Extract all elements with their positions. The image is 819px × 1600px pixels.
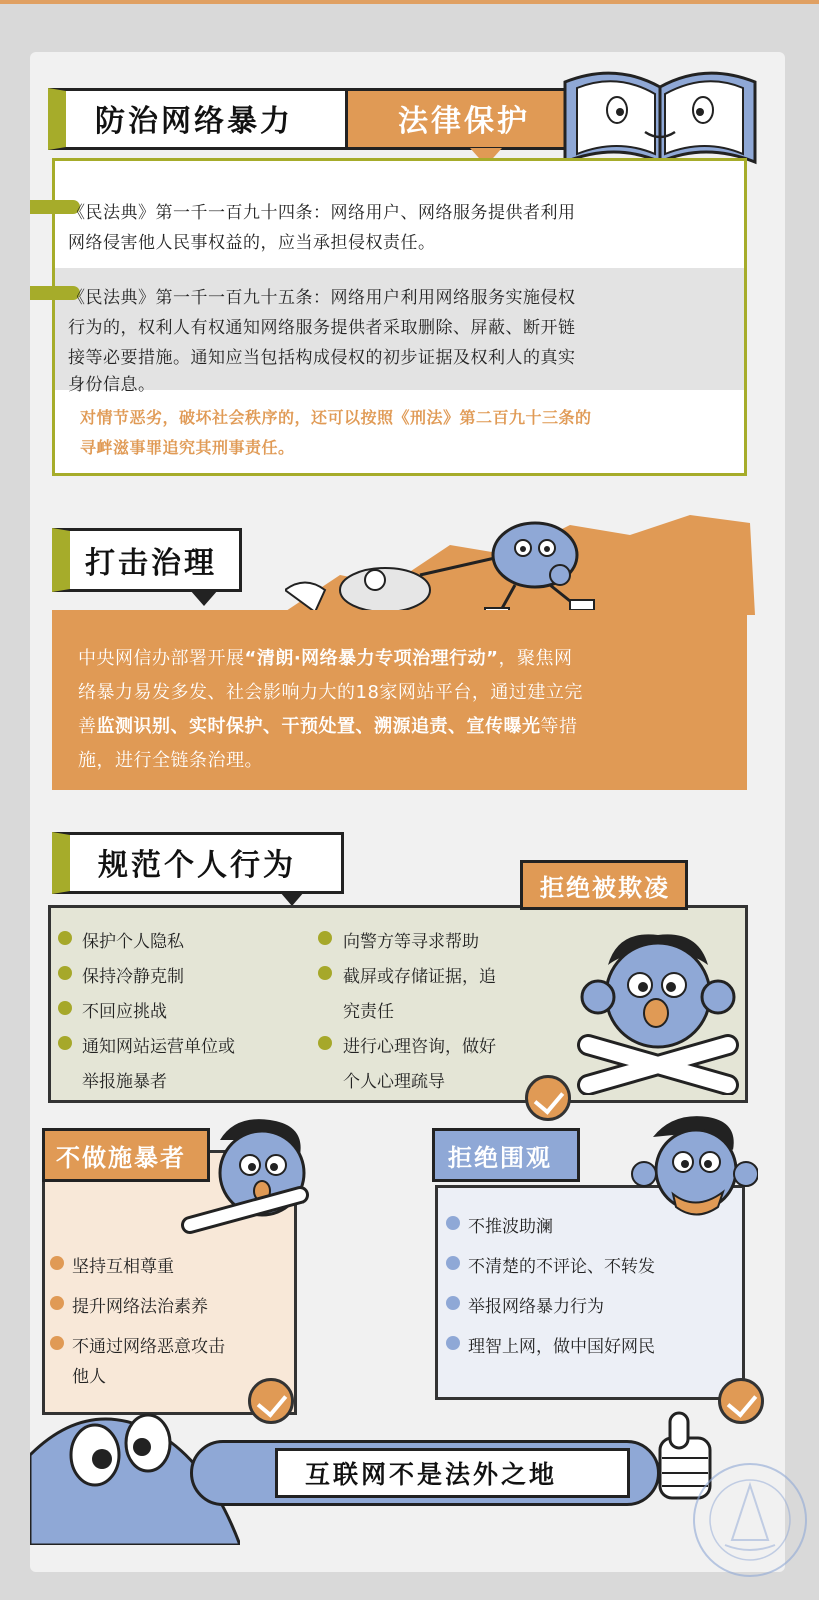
s3-left-item-1: 保护个人隐私 [82,932,184,952]
article1-line2: 网络侵害他人民事权益的，应当承担侵权责任。 [68,233,436,253]
refusing-mascot-icon [568,925,748,1095]
section3-title: 规范个人行为 [98,848,296,883]
s5-bullet-3 [446,1296,460,1310]
article1-line1: 《民法典》第一千一百九十四条：网络用户、网络服务提供者利用 [68,203,576,223]
s4-bullet-1 [50,1256,64,1270]
article2-line1: 《民法典》第一千一百九十五条：网络用户利用网络服务实施侵权 [68,288,576,308]
s5-item-2: 不清楚的不评论、不转发 [468,1257,655,1277]
section2-line1 [78,644,573,674]
article2-line2: 行为的，权利人有权通知网络服务提供者采取删除、屏蔽、断开链 [68,318,576,338]
bullying-badge-label: 拒绝被欺凌 [540,874,670,902]
section1-title-right: 法律保护 [398,104,530,139]
s5-bullet-1 [446,1216,460,1230]
section2-line1-a: 中央网信办部署开展 [78,648,245,669]
s3-left-bullet-1 [58,931,72,945]
section2-line3-b: 监测识别、实时保护、干预处置、溯源追责、宣传曝光 [96,716,541,737]
section1-title-left: 防治网络暴力 [95,104,293,139]
s3-left-item-3: 不回应挑战 [82,1002,167,1022]
book-mascot-icon [555,62,765,172]
s3-right-bullet-2 [318,966,332,980]
article3-line2: 寻衅滋事罪追究其刑事责任。 [80,438,295,457]
s3-right-bullet-3 [318,1036,332,1050]
school-seal-icon [690,1460,810,1580]
s4-item-2: 提升网络法治素养 [72,1297,208,1317]
s4-bullet-2 [50,1296,64,1310]
section2-pointer [190,590,218,606]
check-badge-icon-2 [248,1378,294,1424]
s3-left-item-5: 举报施暴者 [82,1072,167,1092]
section2-line3 [78,712,578,742]
section2-title: 打击治理 [85,546,217,581]
s3-left-bullet-3 [58,1001,72,1015]
s3-left-bullet-2 [58,966,72,980]
s5-item-4: 理智上网，做中国好网民 [468,1337,655,1357]
s5-bullet-4 [446,1336,460,1350]
article3-line1: 对情节恶劣，破坏社会秩序的，还可以按照《刑法》第二百九十三条的 [80,408,592,427]
s3-right-item-2: 截屏或存储证据，追 [343,967,496,987]
section2-line3-a: 善 [78,716,97,737]
s3-right-item-1: 向警方等寻求帮助 [343,932,479,952]
s5-bullet-2 [446,1256,460,1270]
s5-item-1: 不推波助澜 [468,1217,553,1237]
s3-right-item-5: 个人心理疏导 [343,1072,445,1092]
s4-item-3: 不通过网络恶意攻击 [72,1337,225,1357]
top-accent-bar [0,0,819,4]
article2-line3: 接等必要措施。通知应当包括构成侵权的初步证据及权利人的真实 [68,348,576,368]
s3-right-bullet-1 [318,931,332,945]
s4-item-4: 他人 [72,1367,106,1387]
section2-line1-b: “清朗·网络暴力专项治理行动” [244,648,499,669]
section4-title: 不做施暴者 [56,1144,186,1172]
s4-item-1: 坚持互相尊重 [72,1257,174,1277]
s3-left-item-4: 通知网站运营单位或 [82,1037,235,1057]
section2-line1-c: ，聚焦网 [498,648,573,669]
s5-item-3: 举报网络暴力行为 [468,1297,604,1317]
section2-line2: 络暴力易发多发、社会影响力大的18家网站平台，通过建立完 [78,682,583,703]
section5-title: 拒绝围观 [448,1144,552,1172]
s3-right-item-4: 进行心理咨询，做好 [343,1037,496,1057]
s3-right-item-3: 究责任 [343,1002,394,1022]
section3-pointer [280,892,304,906]
bully-mascot-icon [285,520,655,620]
s3-left-item-2: 保持冷静克制 [82,967,184,987]
section2-line4: 施，进行全链条治理。 [78,750,263,771]
aggressor-mascot-icon [180,1115,330,1235]
onlooker-mascot-icon [628,1112,758,1227]
check-badge-icon [525,1075,571,1121]
s4-bullet-3 [50,1336,64,1350]
check-badge-icon-3 [718,1378,764,1424]
section2-line3-c: 等措 [540,716,578,737]
footer-slogan: 互联网不是法外之地 [305,1460,558,1489]
article2-line4: 身份信息。 [68,375,156,395]
s3-left-bullet-4 [58,1036,72,1050]
